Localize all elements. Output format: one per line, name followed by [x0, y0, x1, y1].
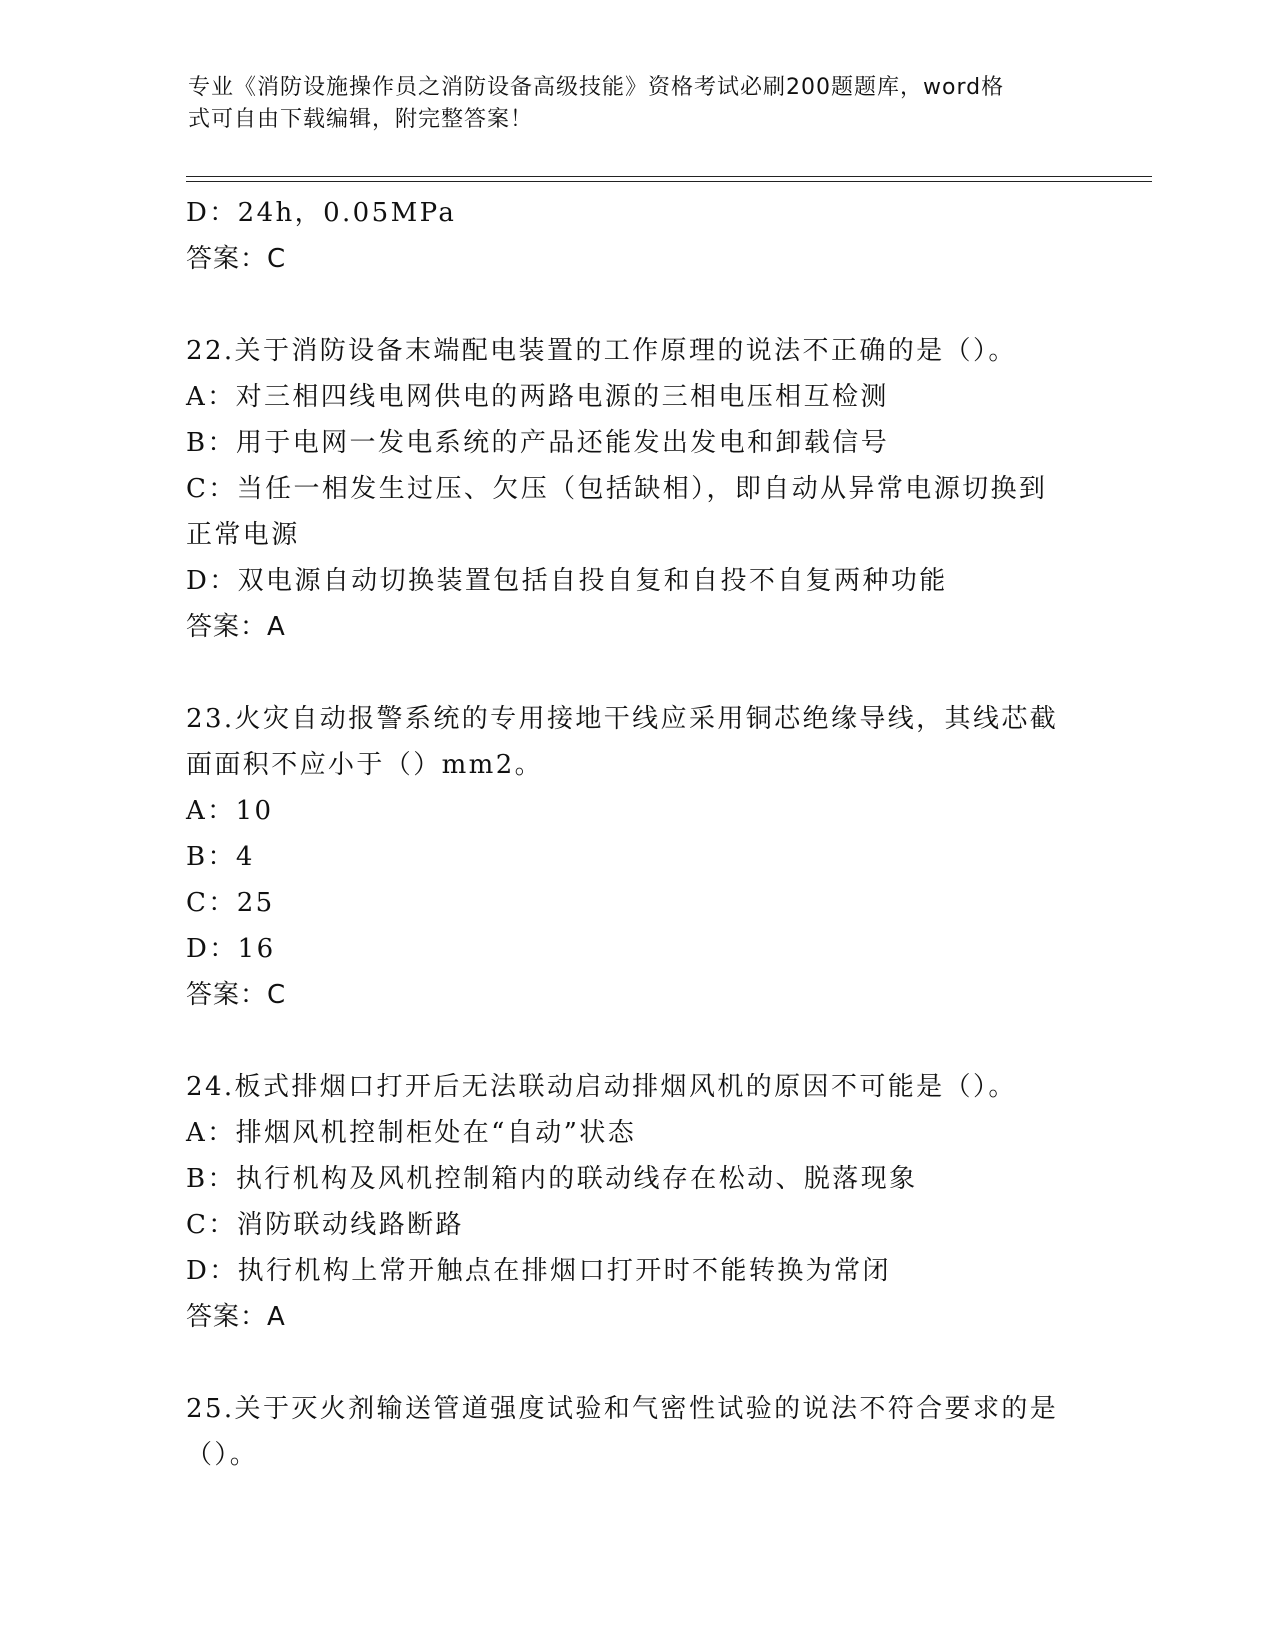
header-line-2: 式可自由下载编辑，附完整答案！ — [188, 107, 534, 132]
question-stem: 22.关于消防设备末端配电装置的工作原理的说法不正确的是（）。 — [186, 336, 1017, 366]
spacer — [186, 1018, 1086, 1064]
answer: 答案：A — [186, 612, 286, 642]
option-c-continued: 正常电源 — [186, 520, 300, 550]
question-23 — [186, 696, 1086, 1018]
option-b: B：用于电网一发电系统的产品还能发出发电和卸载信号 — [186, 428, 890, 458]
spacer — [186, 650, 1086, 696]
question-stem: 23.火灾自动报警系统的专用接地干线应采用铜芯绝缘导线，其线芯截 — [186, 704, 1059, 734]
question-stem-continued: 面面积不应小于（）mm2。 — [186, 750, 544, 780]
question-stem: 24.板式排烟口打开后无法联动启动排烟风机的原因不可能是（）。 — [186, 1072, 1017, 1102]
option-b: B：4 — [186, 842, 255, 872]
spacer — [186, 1340, 1086, 1386]
answer: 答案：C — [186, 244, 287, 274]
spacer — [186, 282, 1086, 328]
option-a: A：对三相四线电网供电的两路电源的三相电压相互检测 — [186, 382, 889, 412]
answer: 答案：C — [186, 980, 287, 1010]
option-b: B：执行机构及风机控制箱内的联动线存在松动、脱落现象 — [186, 1164, 918, 1194]
question-25 — [186, 1386, 1086, 1478]
option-c: C：当任一相发生过压、欠压（包括缺相），即自动从异常电源切换到 — [186, 474, 1048, 504]
option-c: C：消防联动线路断路 — [186, 1210, 464, 1240]
answer: 答案：A — [186, 1302, 286, 1332]
document-header — [188, 72, 1068, 136]
question-list — [186, 190, 1086, 1478]
option-a: A：10 — [186, 796, 274, 826]
header-divider-bottom — [186, 181, 1152, 182]
option-d: D：24h，0.05MPa — [186, 198, 457, 228]
option-d: D：双电源自动切换装置包括自投自复和自投不自复两种功能 — [186, 566, 948, 596]
question-stem-continued: （）。 — [186, 1440, 259, 1470]
option-d: D：执行机构上常开触点在排烟口打开时不能转换为常闭 — [186, 1256, 891, 1286]
header-line-1: 专业《消防设施操作员之消防设备高级技能》资格考试必刷200题题库，word格 — [188, 75, 1005, 100]
question-22 — [186, 328, 1086, 650]
option-c: C：25 — [186, 888, 275, 918]
option-a: A：排烟风机控制柜处在“自动”状态 — [186, 1118, 637, 1148]
question-stem: 25.关于灭火剂输送管道强度试验和气密性试验的说法不符合要求的是 — [186, 1394, 1059, 1424]
option-d: D：16 — [186, 934, 276, 964]
header-divider-top — [186, 176, 1152, 177]
question-24 — [186, 1064, 1086, 1340]
question-21-tail — [186, 190, 1086, 282]
